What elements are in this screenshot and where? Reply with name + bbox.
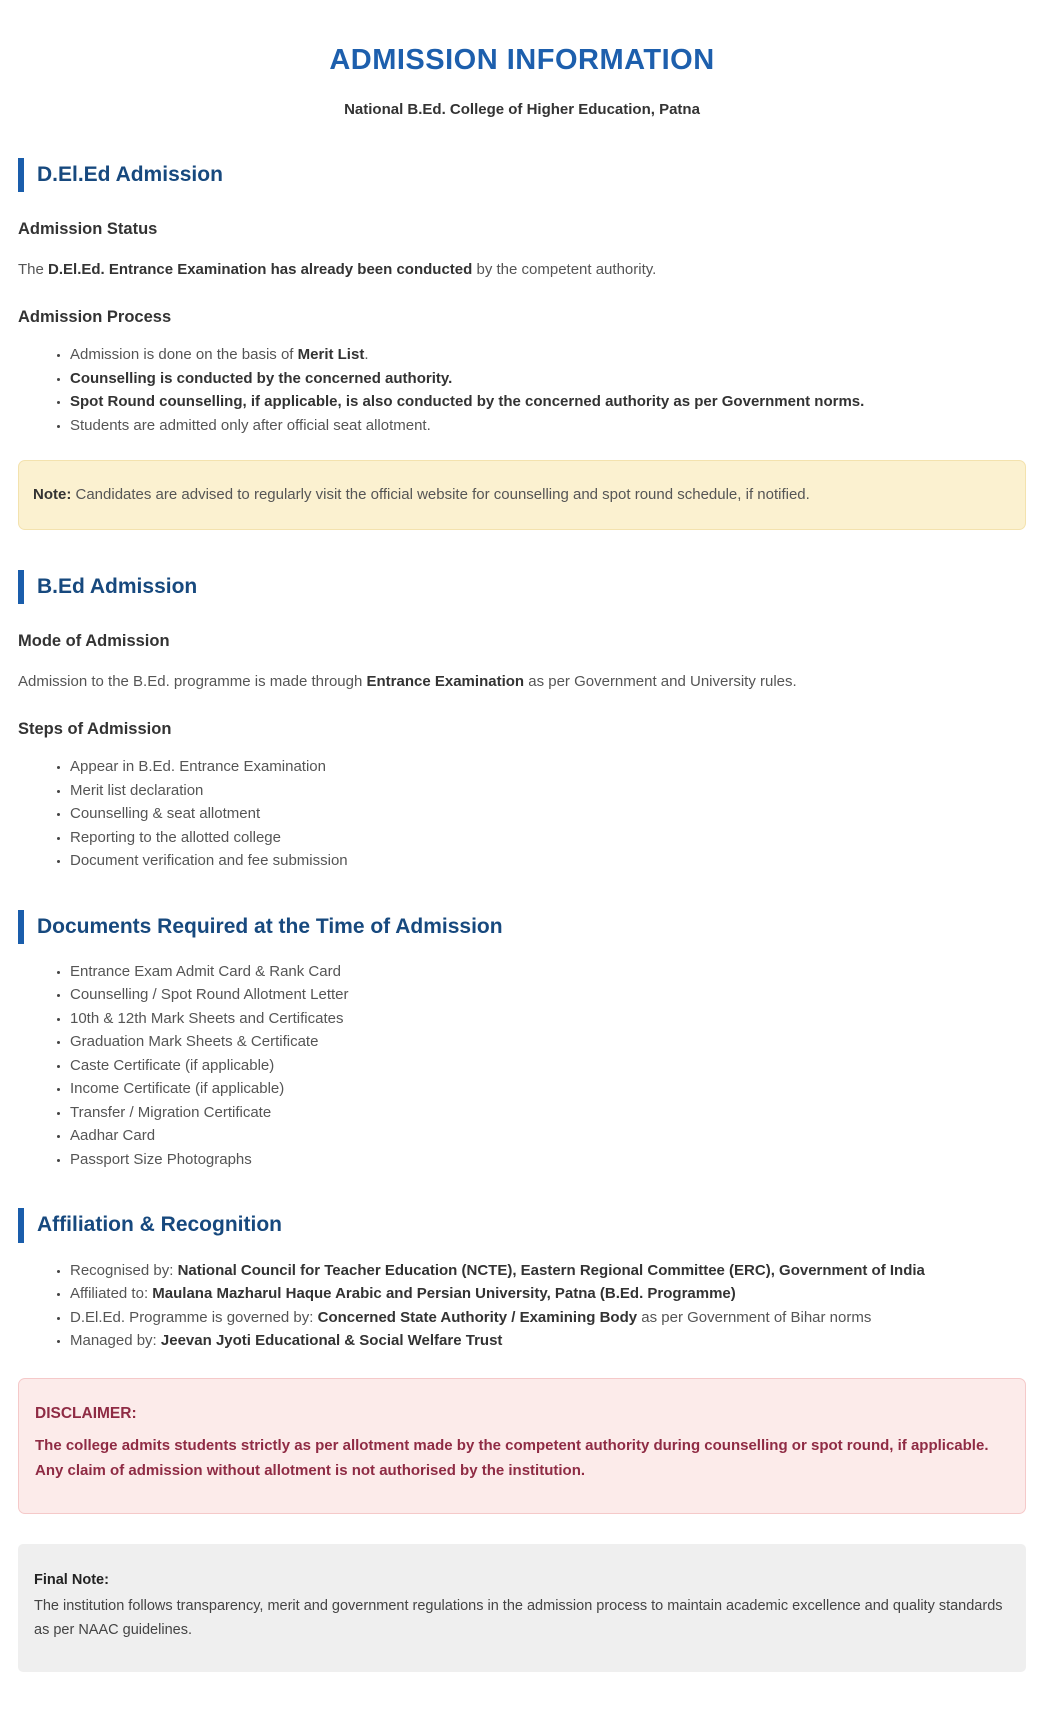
section-heading-documents-required: Documents Required at the Time of Admission (18, 910, 1026, 944)
item-text: Affiliated to: (70, 1285, 153, 1303)
sub-heading-admission-status: Admission Status (18, 220, 158, 239)
final-note-label: Final Note: (34, 1571, 109, 1588)
item-text: Recognised by: (70, 1261, 178, 1279)
list-item (70, 371, 1026, 388)
disclaimer-text: The college admits students strictly as per allotment made by the competent authority during counselling or spot round, if applicable. Any claim of admission without allotment is not authorised by the institution. (35, 1436, 989, 1479)
list-item: • Document verification and fee submission (70, 853, 1026, 870)
item-text-bold: Counselling is conducted by the concerned authority. (70, 369, 453, 387)
list-item: • Aadhar Card (70, 1128, 1026, 1145)
final-note-text: The institution follows transparency, merit and government regulations in the admission process to maintain academic excellence and quality standards as per NAAC guidelines. (34, 1597, 1003, 1638)
list-item: • Caste Certificate (if applicable) (70, 1058, 1026, 1075)
section-heading-affiliation-recognition: Affiliation & Recognition (18, 1208, 1026, 1242)
status-text-post: by the competent authority. (472, 261, 657, 279)
list-item (70, 1263, 1026, 1280)
item-text-bold: Jeevan Jyoti Educational & Social Welfare Trust (160, 1332, 503, 1350)
item-text: Admission is done on the basis of (70, 346, 298, 364)
list-item: • 10th & 12th Mark Sheets and Certificates (70, 1011, 1026, 1028)
list-item (70, 418, 1026, 435)
list-item (70, 1333, 1026, 1350)
mode-text-bold: Entrance Examination (366, 673, 525, 691)
item-text-bold: Maulana Mazharul Haque Arabic and Persian University, Patna (B.Ed. Programme) (152, 1285, 736, 1303)
sub-heading-mode-of-admission: Mode of Admission (18, 632, 170, 651)
item-text: as per Government of Bihar norms (637, 1308, 872, 1326)
disclaimer-box (18, 1378, 1026, 1514)
status-text-pre: The (18, 261, 49, 279)
mode-of-admission-paragraph (18, 672, 1026, 692)
mode-text-post: as per Government and University rules. (524, 673, 797, 691)
list-item: • Transfer / Migration Certificate (70, 1105, 1026, 1122)
mode-text-pre: Admission to the B.Ed. programme is made through (18, 673, 367, 691)
section-heading-bed-admission: B.Ed Admission (18, 570, 1026, 604)
note-label: Note: (33, 486, 72, 504)
page-title: ADMISSION INFORMATION (329, 44, 715, 76)
item-text-bold: Merit List (297, 346, 365, 364)
list-item (70, 1310, 1026, 1327)
admission-status-paragraph (18, 260, 1026, 280)
admission-process-list (18, 347, 1026, 434)
item-text: D.El.Ed. Programme is governed by: (70, 1308, 318, 1326)
item-text: . (364, 346, 369, 364)
list-item: • Passport Size Photographs (70, 1152, 1026, 1169)
page-subtitle: National B.Ed. College of Higher Education, Patna (344, 101, 700, 118)
sub-heading-admission-process: Admission Process (18, 308, 172, 327)
list-item: • Entrance Exam Admit Card & Rank Card (70, 964, 1026, 981)
list-item: • Income Certificate (if applicable) (70, 1081, 1026, 1098)
item-text: Students are admitted only after official seat allotment. (70, 416, 431, 434)
list-item: • Appear in B.Ed. Entrance Examination (70, 759, 1026, 776)
note-text: Candidates are advised to regularly visit the official website for counselling and spot round schedule, if notified. (71, 486, 810, 504)
documents-required-list (18, 964, 1026, 1169)
item-text-bold: Concerned State Authority / Examining Body (317, 1308, 638, 1326)
item-text-bold: Spot Round counselling, if applicable, is also conducted by the concerned authority as per Government norms. (70, 393, 865, 411)
note-box (18, 460, 1026, 530)
list-item: • Graduation Mark Sheets & Certificate (70, 1034, 1026, 1051)
final-note-box (18, 1544, 1026, 1672)
list-item (70, 347, 1026, 364)
section-heading-deled-admission: D.El.Ed Admission (18, 158, 1026, 192)
list-item: • Counselling & seat allotment (70, 806, 1026, 823)
sub-heading-steps-of-admission: Steps of Admission (18, 720, 172, 739)
affiliation-list (18, 1263, 1026, 1350)
item-text: Managed by: (70, 1332, 161, 1350)
list-item: • Reporting to the allotted college (70, 830, 1026, 847)
list-item (70, 394, 1026, 411)
list-item: • Counselling / Spot Round Allotment Letter (70, 987, 1026, 1004)
list-item (70, 1286, 1026, 1303)
steps-of-admission-list (18, 759, 1026, 870)
item-text-bold: National Council for Teacher Education (NCTE), Eastern Regional Committee (ERC), Government of India (177, 1261, 925, 1279)
disclaimer-label: DISCLAIMER: (35, 1404, 137, 1422)
status-text-bold: D.El.Ed. Entrance Examination has already been conducted (48, 261, 473, 279)
list-item: • Merit list declaration (70, 783, 1026, 800)
